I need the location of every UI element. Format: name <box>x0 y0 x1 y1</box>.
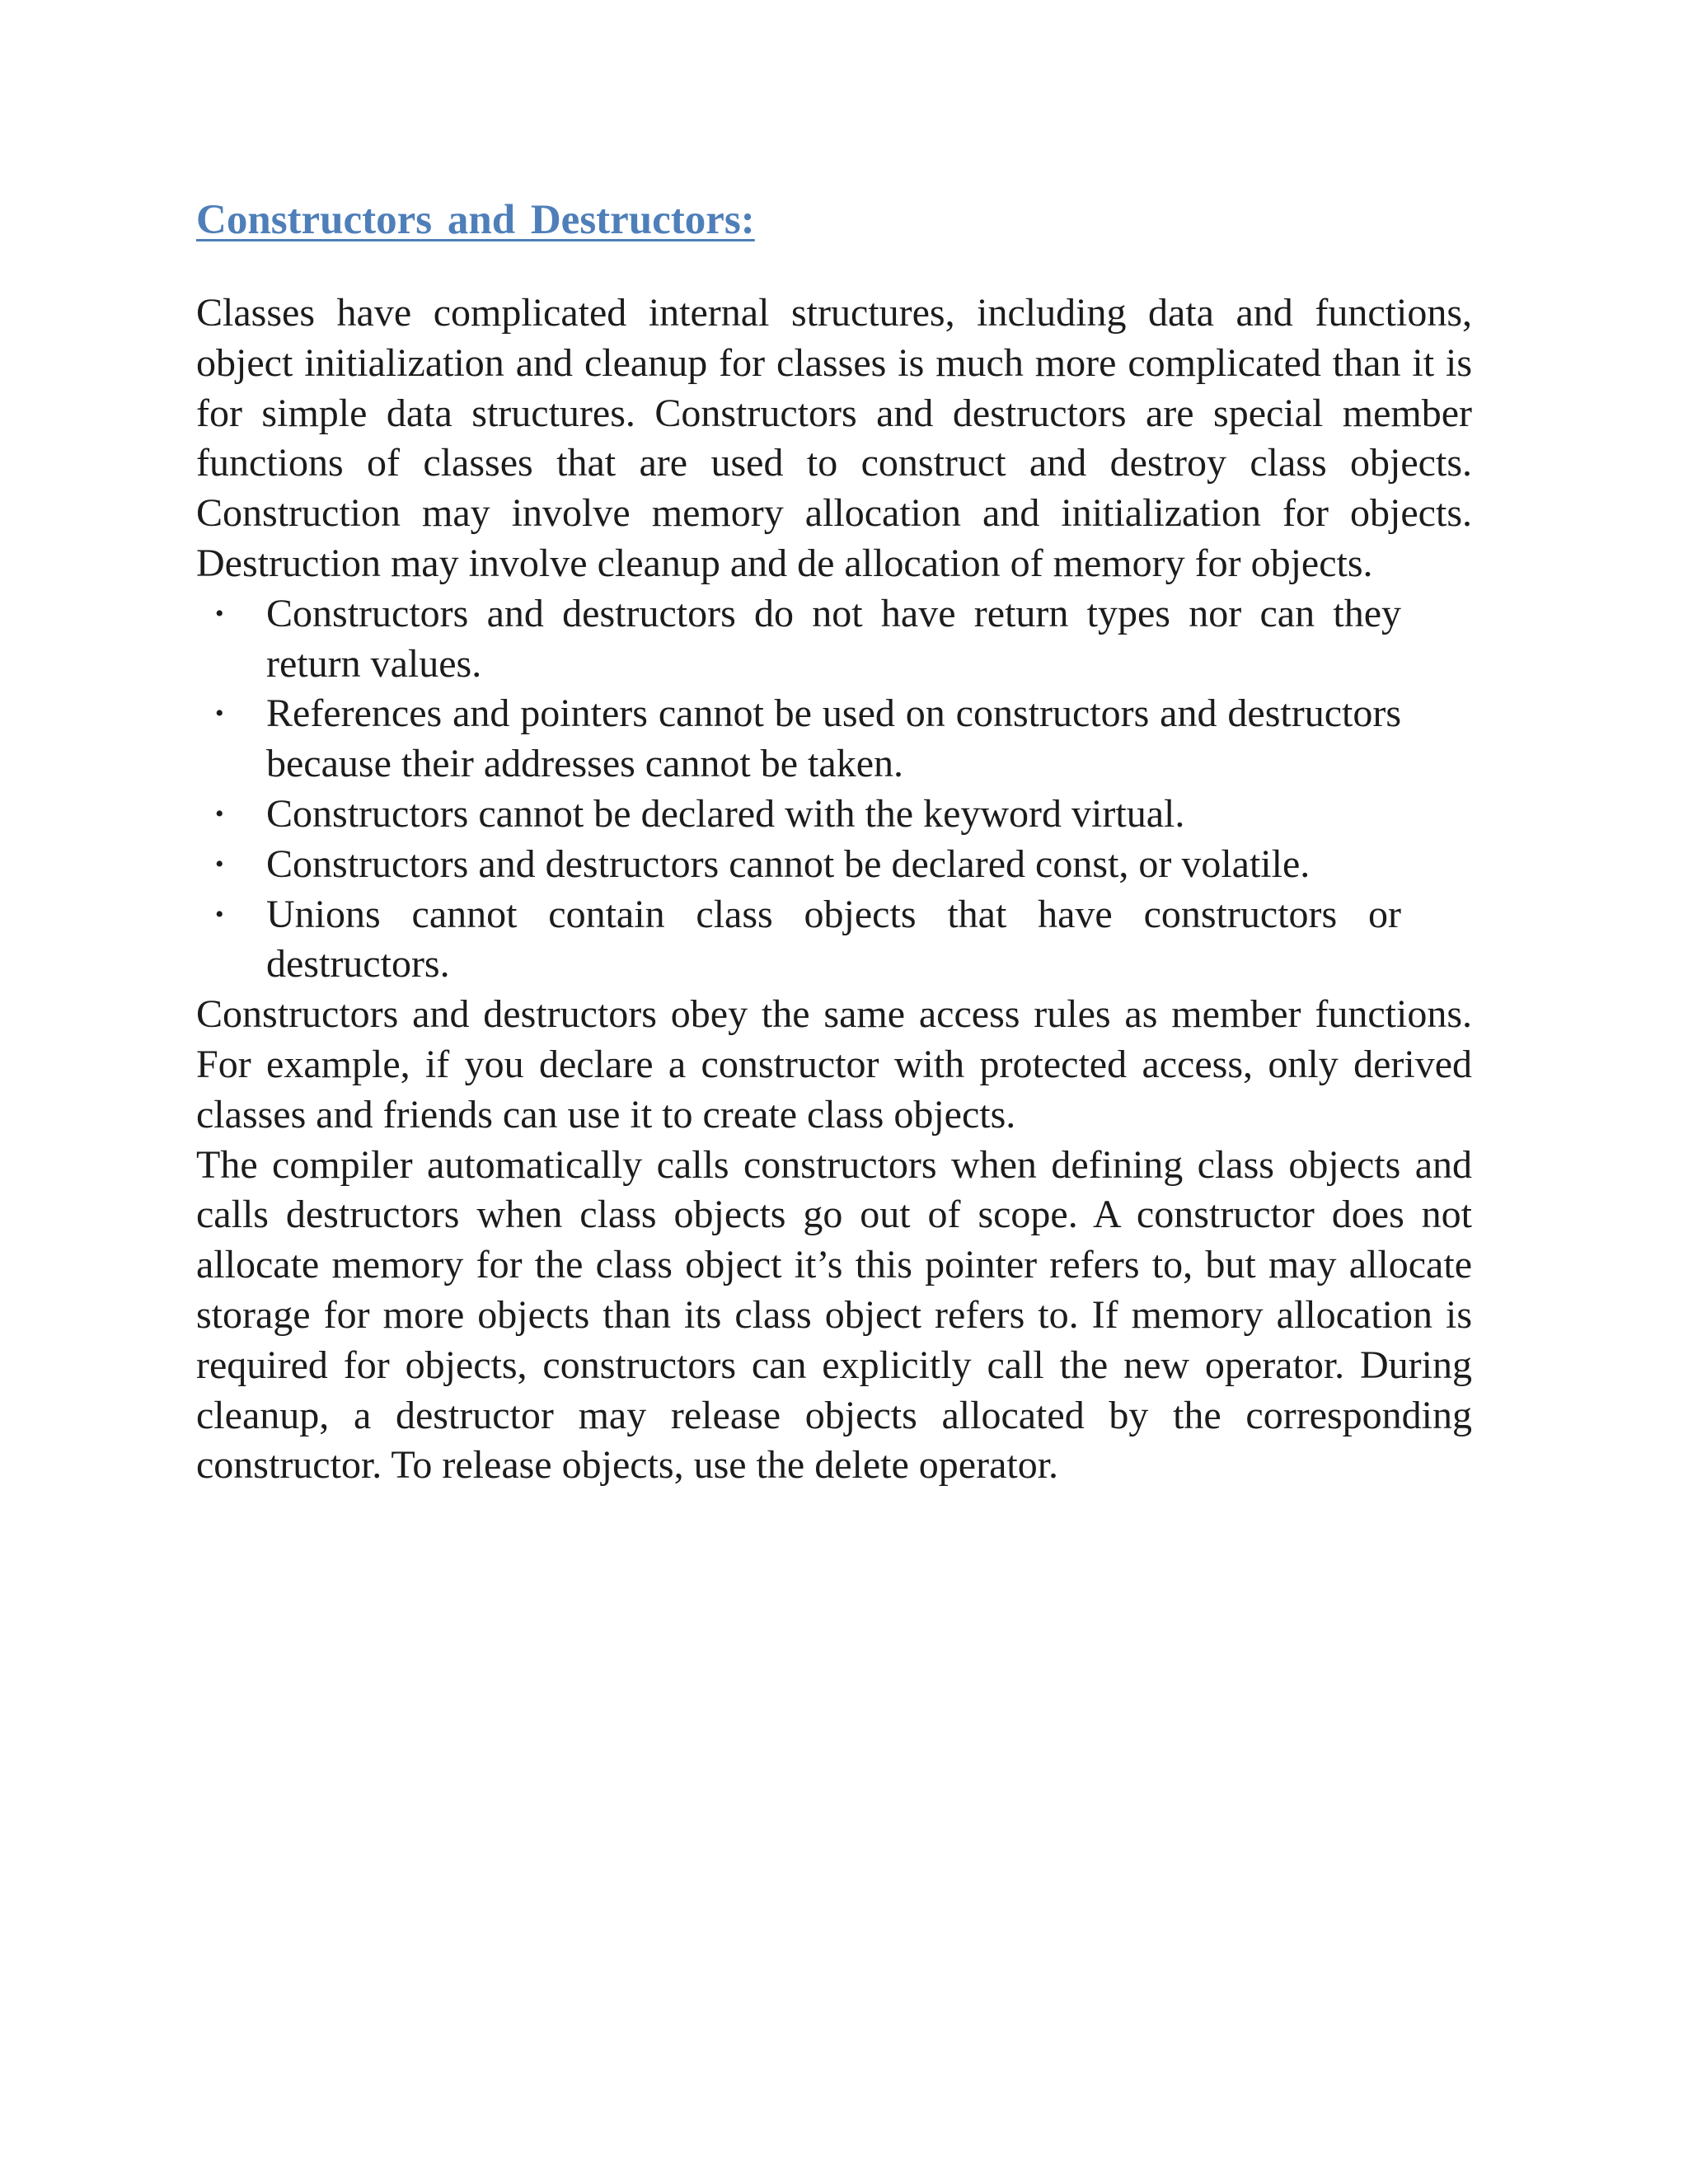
bullet-icon: • <box>215 900 224 928</box>
bullet-icon: • <box>215 599 224 627</box>
list-item-text: Constructors cannot be declared with the keyword virtual. <box>266 791 1185 836</box>
bullet-icon: • <box>215 850 224 878</box>
list-item-text: References and pointers cannot be used on constructors and destructors because their addresses cannot be taken. <box>266 691 1401 786</box>
list-item-text: Constructors and destructors cannot be declared const, or volatile. <box>266 841 1311 886</box>
bullet-icon: • <box>215 799 224 827</box>
intro-paragraph: Classes have complicated internal structures, including data and functions, object initialization and cleanup for classes is much more complicated than it is for simple data structures. Constructors and destructors are special member functions of classes that are used to construct and destroy class objects. Construction may involve memory allocation and initialization for objects. Destruction may involve cleanup and de allocation of memory for objects. <box>196 291 1472 585</box>
document-content <box>196 191 1472 1491</box>
list-item <box>196 589 1401 690</box>
list-item <box>196 790 1401 840</box>
list-item-text: Constructors and destructors do not have return types nor can they return values. <box>266 591 1401 686</box>
compiler-paragraph: The compiler automatically calls constructors when defining class objects and calls destructors when class objects go out of scope. A constructor does not allocate memory for the class object it’s this pointer refers to, but may allocate storage for more objects than its class object refers to. If memory allocation is required for objects, constructors can explicitly call the new operator. During cleanup, a destructor may release objects allocated by the corresponding constructor. To release objects, use the delete operator. <box>196 1142 1472 1488</box>
list-item <box>196 890 1401 991</box>
list-item-text: Unions cannot contain class objects that have constructors or destructors. <box>266 892 1401 987</box>
list-item <box>196 689 1401 790</box>
access-rules-paragraph: Constructors and destructors obey the same access rules as member functions. For example, if you declare a constructor with protected access, only derived classes and friends can use it to create class objects. <box>196 992 1472 1137</box>
bullet-icon: • <box>215 700 224 728</box>
bullet-list <box>196 589 1401 990</box>
list-item <box>196 840 1401 890</box>
page-title: Constructors and Destructors: <box>196 197 755 243</box>
